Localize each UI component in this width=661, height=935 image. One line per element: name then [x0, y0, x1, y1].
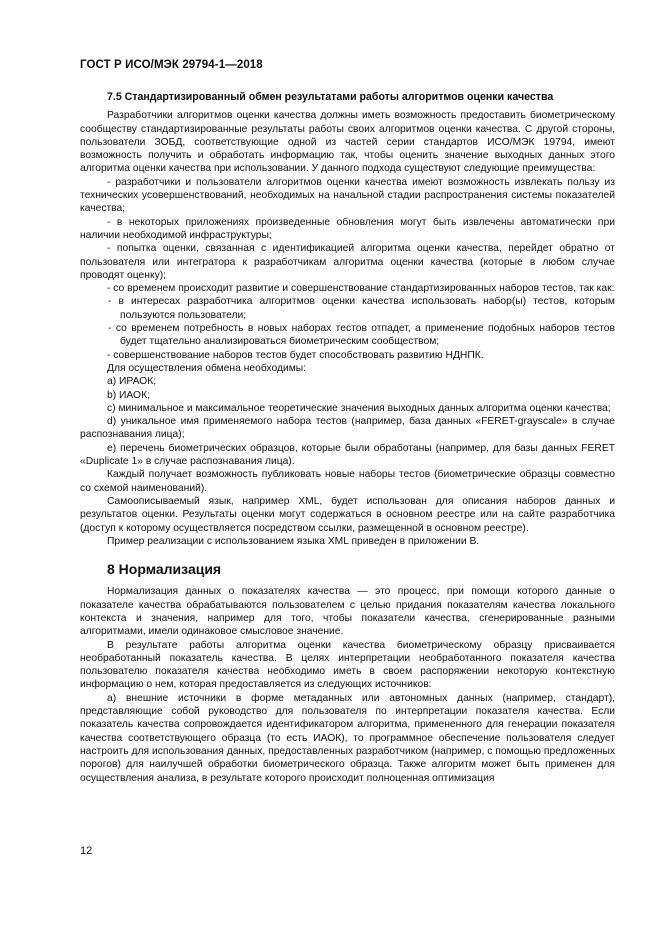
- list-item: - разработчики и пользователи алгоритмов оценки качества имеют возможность извлекать пользу из технических усовершенствований, необходимых на начальной стадии распространения системы показателей качества;: [80, 176, 615, 215]
- page-number: 12: [80, 845, 93, 857]
- paragraph: В результате работы алгоритма оценки качества биометрическому образцу присваивается необработанный показатель качества. В целях интерпретации необработанного показателя качества пользователю показателя качества необходимо иметь в своем распоряжении некоторую контекстную информацию о нем, которая предоставляется из следующих источников:: [80, 639, 615, 691]
- paragraph: Для осуществления обмена необходимы:: [107, 362, 307, 374]
- document-header: ГОСТ Р ИСО/МЭК 29794-1—2018: [80, 59, 263, 71]
- list-item: - совершенствование наборов тестов будет способствовать развитию НДНПК.: [107, 349, 484, 361]
- list-item: - попытка оценки, связанная с идентификацией алгоритма оценки качества, перейдет обратно от пользователя или интегратора к разработчикам алгоритма оценки качества (которые в любом случае проводят оценку);: [80, 243, 615, 281]
- paragraph: Разработчики алгоритмов оценки качества должны иметь возможность предоставить биометрическому сообществу стандартизированные результаты работы своих алгоритмов оценки качества. С другой стороны, пользователи ЗОБД, соответствующие одной из частей серии стандартов ИСО/МЭК 19794, имеют возможность получить и обработать информацию так, чтобы оценить значение выходных данных этого алгоритма оценки качества при использовании. У данного подхода существуют следующие преимущества:: [80, 110, 615, 175]
- paragraph: Самоописываемый язык, например XML, будет использован для описания наборов данных и результатов оценки. Результаты оценки могут содержаться в основном реестре или на сайте разработчика (доступ к которому осуществляется посредством ссылки, размещенной в основном реестре).: [80, 495, 615, 534]
- section-7-5-title: 7.5 Стандартизированный обмен результатами работы алгоритмов оценки качества: [107, 91, 554, 103]
- list-item: a) ИРАОК;: [107, 376, 157, 388]
- paragraph: a) внешние источники в форме метаданных или автономных данных (например, стандарт), представляющие собой руководство для пользователя по интерпретации показателя качества. Если показатель качества сопровождается идентификатором алгоритма, примененного для генерации показателя качества соответствующего образца (то есть ИАОК), то программное обеспечение пользователя следует настроить для использования данных, предоставленных разработчиком (например, с помощью предложенных порогов) для наилучшей обработки биометрического образца. Также алгоритм может быть применен для осуществления анализа, в результате которого происходит полноценная оптимизация: [80, 692, 615, 784]
- list-item: c) минимальное и максимальное теоретические значения выходных данных алгоритма оценки качества;: [107, 402, 611, 414]
- sub-list-item: - со временем потребность в новых наборах тестов отпадет, а применение подобных наборов тестов будет тщательно анализироваться биометрическим сообществом;: [108, 323, 615, 348]
- page-content: [80, 91, 615, 785]
- list-item: - в некоторых приложениях произведенные обновления могут быть извлечены автоматически при наличии необходимой инфраструктуры;: [80, 216, 615, 241]
- section-8-title: 8 Нормализация: [107, 561, 222, 578]
- sub-list-item: - в интересах разработчика алгоритмов оценки качества использовать набор(ы) тестов, которым пользуются пользователи;: [108, 296, 615, 321]
- paragraph: Нормализация данных о показателях качества — это процесс, при помощи которого данные о показателе качества обрабатываются пользователем с целью придания показателям качества локального контекста и значения, например для того, чтобы показатели качества, сгенерированные разными алгоритмами, имели одинаковое смысловое значение.: [80, 586, 615, 638]
- list-item: b) ИАОК;: [107, 389, 150, 401]
- list-item: e) перечень биометрических образцов, которые были обработаны (например, для базы данных FERET «Duplicate 1» в случае распознавания лица).: [80, 442, 615, 468]
- list-item: d) уникальное имя применяемого набора тестов (например, база данных «FERET-grayscale» в случае распознавания лица);: [80, 416, 615, 441]
- paragraph: Пример реализации с использованием языка XML приведен в приложении В.: [107, 535, 480, 547]
- list-item: - со временем происходит развитие и совершенствование стандартизированных наборов тестов, так как:: [107, 283, 615, 295]
- paragraph: Каждый получает возможность публиковать новые наборы тестов (биометрические образцы совместно со схемой наименований).: [80, 469, 615, 494]
